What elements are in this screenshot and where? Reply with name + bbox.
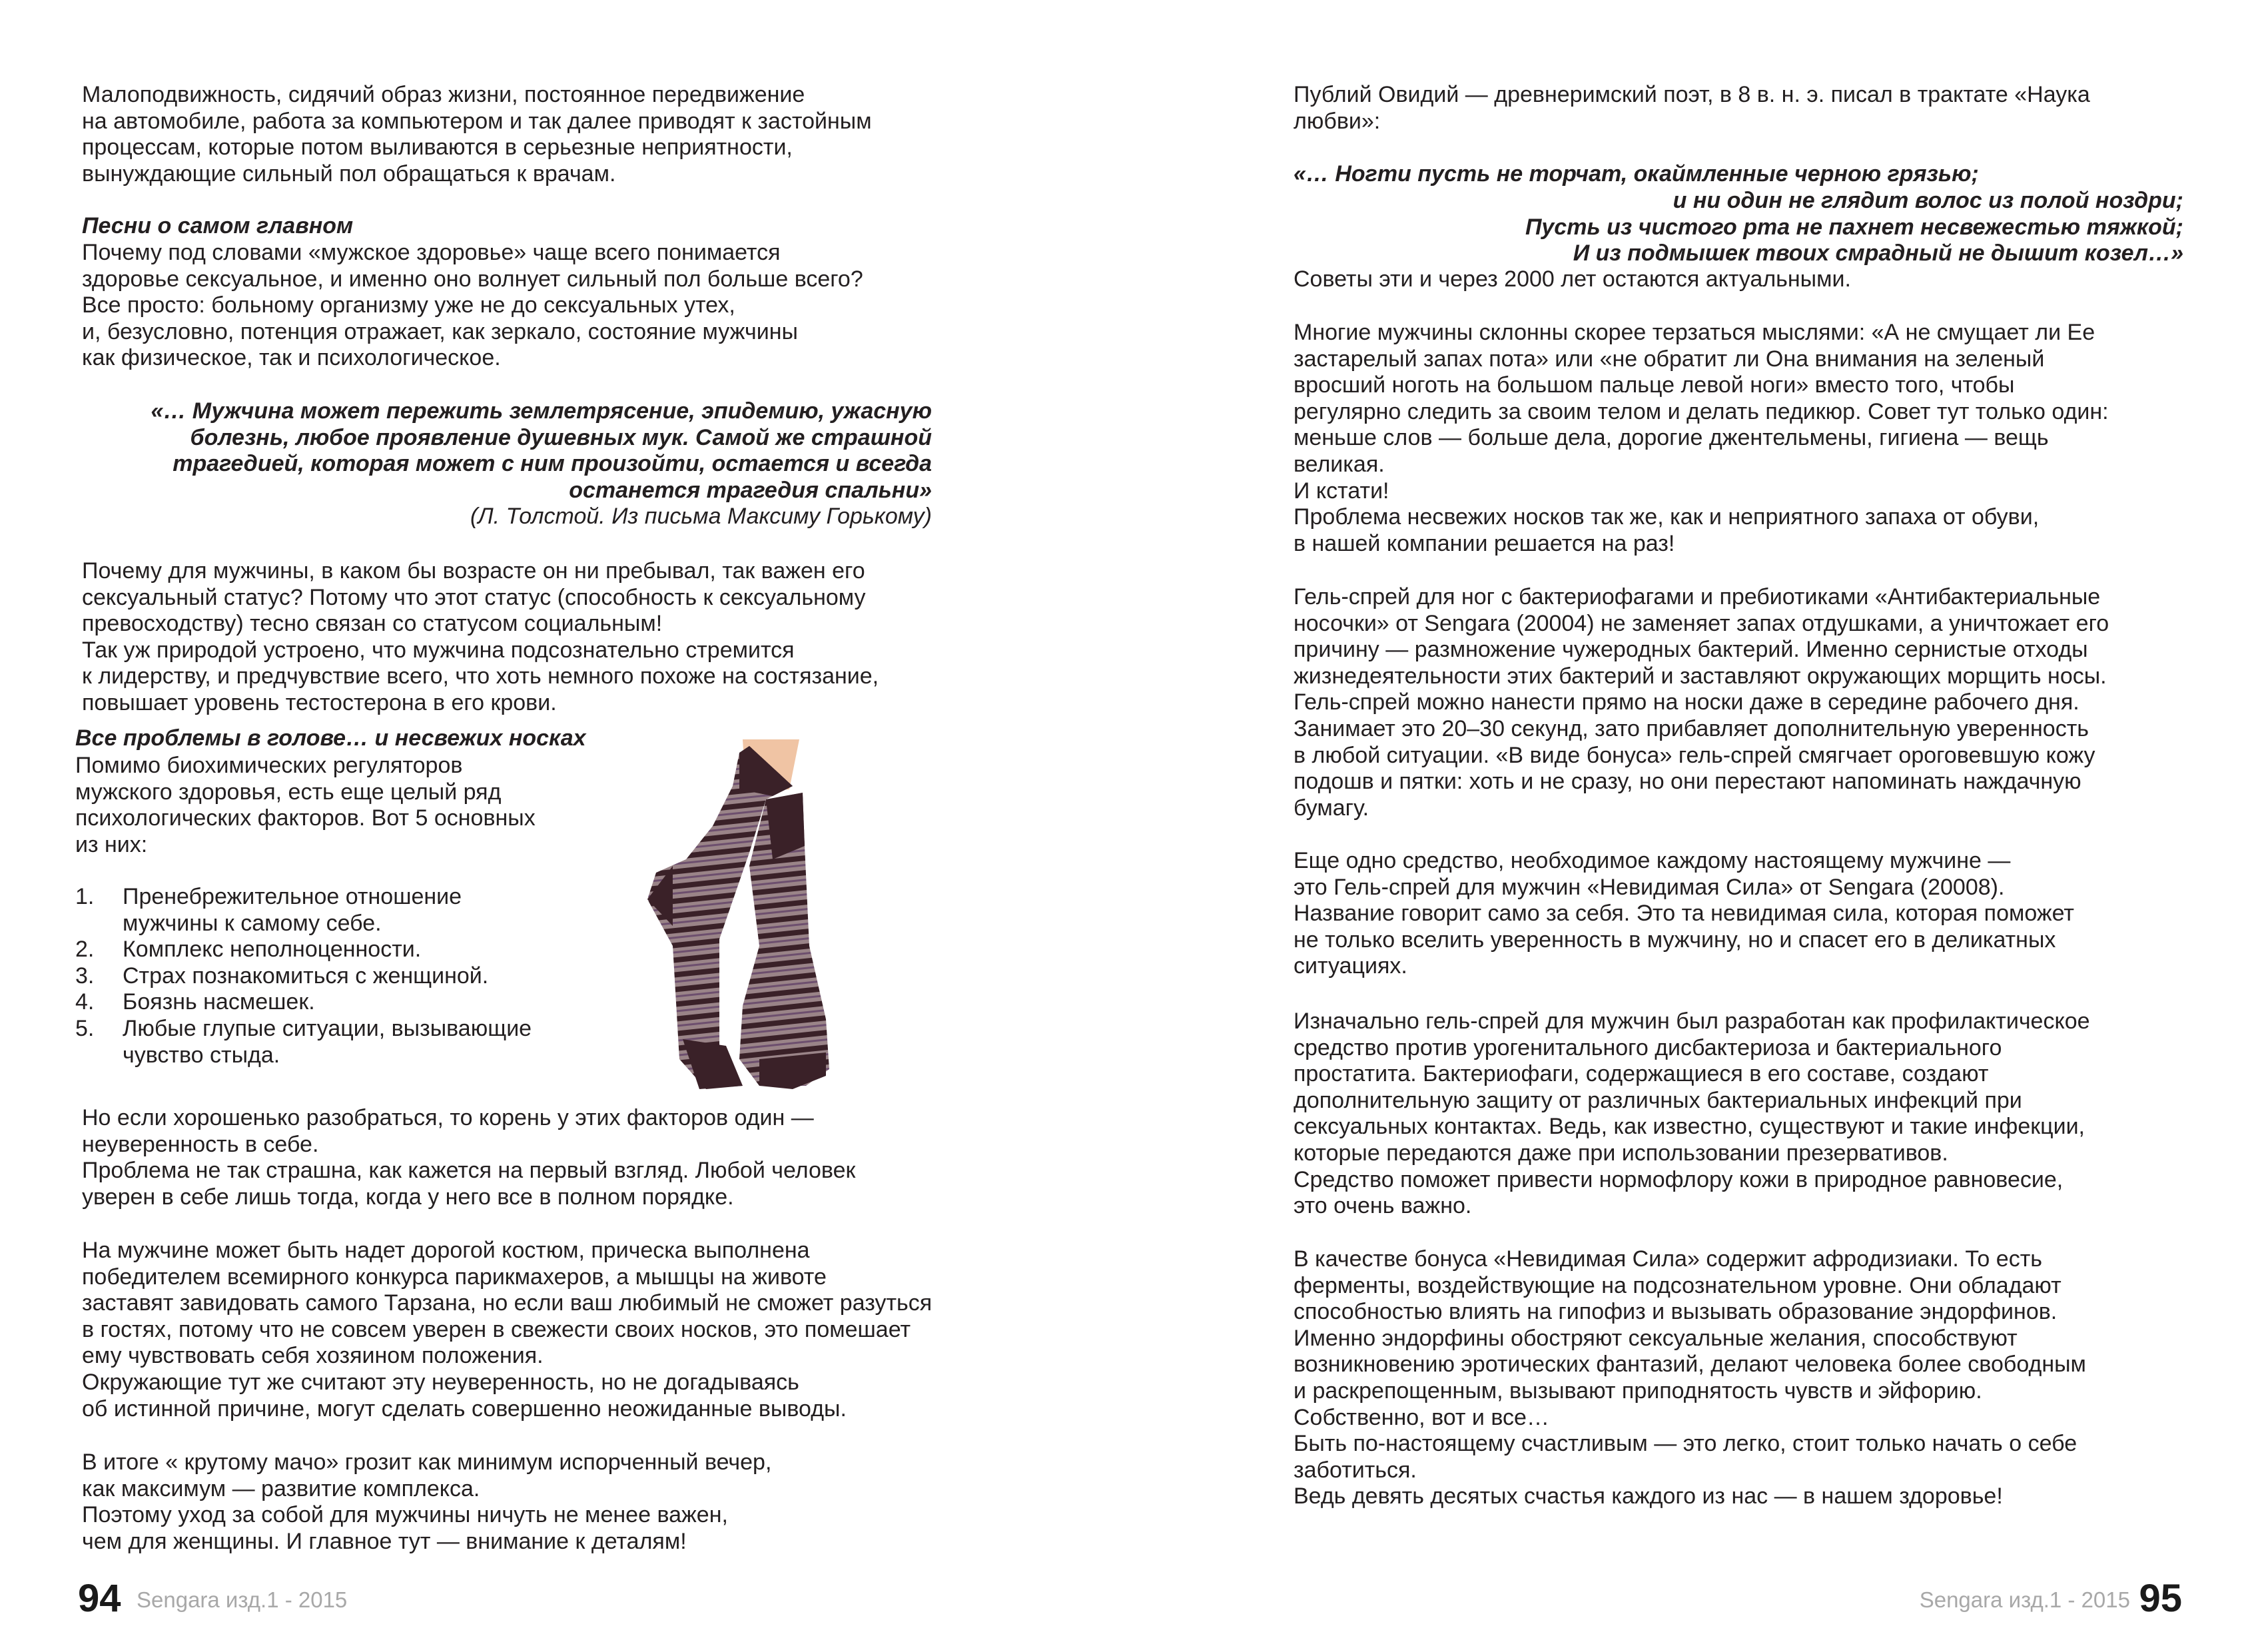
paragraph: В качестве бонуса «Невидимая Сила» содержит афродизиаки. То есть ферменты, воздействующие на подсознательном уровне. Они обладают способностью влиять на гипофиз и вызывать образование эндорфинов. Именно эндорфины обостряют сексуальные желания, способствуют возникновению эротических фантазий, делают человека более свободным и раскрепощенным, вызывают приподнятость чувств и эйфорию. Собственно, вот и все… Быть по-настоящему счастливым — это легко, стоит только начать о себе заботиться. Ведь девять десятых счастья каждого из нас — в нашем здоровье! [1294, 1246, 2086, 1509]
tolstoy-quote: «… Мужчина может пережить землетрясение, эпидемию, ужасную болезнь, любое проявление душевных мук. Самой же страшной трагедией, которая может с ним произойти, остается и всегда останется трагедия спальни» [151, 398, 932, 503]
paragraph: Почему под словами «мужское здоровье» чаще всего понимается здоровье сексуальное, и именно оно волнует сильный пол больше всего? Все просто: больному организму уже не до сексуальных утех, и, безусловно, потенция отражает, как зеркало, состояние мужчины как физическое, так и психологическое. [82, 240, 863, 371]
section-heading: Все проблемы в голове… и несвежих носках [75, 725, 586, 751]
list-number: 5. [75, 1016, 95, 1041]
paragraph: Публий Овидий — древнеримский поэт, в 8 в. н. э. писал в трактате «Наука любви»: [1294, 82, 2090, 134]
page-number: 94 [78, 1577, 121, 1620]
page-number: 95 [2139, 1577, 2182, 1620]
ovid-quote-first-line: «… Ногти пусть не торчат, окаймленные черною грязью; [1294, 161, 1979, 187]
ovid-quote: и ни один не глядит волос из полой ноздри; Пусть из чистого рта не пахнет несвежестью тяжкой; И из подмышек твоих смрадный не дышит козел…» [1525, 188, 2183, 266]
section-heading: Песни о самом главном [82, 213, 354, 238]
paragraph: Многие мужчины склонны скорее терзаться мыслями: «А не смущает ли Ее застарелый запах пота» или «не обратит ли Она внимания на зеленый вросший ноготь на большом пальце левой ноги» вместо того, чтобы регулярно следить за своим телом и делать педикюр. Совет тут только один: меньше слов — больше дела, дорогие джентельмены, гигиена — вещь великая. И кстати! Проблема несвежих носков так же, как и неприятного запаха от обуви, в нашей компании решается на раз! [1294, 320, 2109, 556]
intro-paragraph: Малоподвижность, сидячий образ жизни, постоянное передвижение на автомобиле, работа за компьютером и так далее приводят к застойным процессам, которые потом выливаются в серьезные неприятности, вынуждающие сильный пол обращаться к врачам. [82, 82, 872, 187]
list-item: Пренебрежительное отношение мужчины к самому себе. [123, 884, 462, 936]
quote-attribution: (Л. Толстой. Из письма Максиму Горькому) [470, 504, 932, 529]
list-item: Страх познакомиться с женщиной. [123, 963, 489, 989]
paragraph: Изначально гель-спрей для мужчин был разработан как профилактическое средство против урогенитального дисбактериоза и бактериального простатита. Бактериофаги, содержащиеся в его составе, создают дополнительную защиту от различных бактериальных инфекций при сексуальных контактах. Ведь, как известно, существуют и такие инфекции, которые передаются даже при использовании презервативов. Средство поможет привести нормофлору кожи в природное равновесие, это очень важно. [1294, 1009, 2090, 1219]
footer-edition: Sengara изд.1 - 2015 [1919, 1587, 2130, 1612]
list-item: Любые глупые ситуации, вызывающие чувство стыда. [123, 1016, 532, 1068]
striped-socks-image [633, 726, 846, 1099]
list-number: 1. [75, 884, 95, 909]
paragraph: Советы эти и через 2000 лет остаются актуальными. [1294, 266, 1851, 292]
paragraph: На мужчине может быть надет дорогой костюм, прическа выполнена победителем всемирного конкурса парикмахеров, а мышцы на животе заставят завидовать самого Тарзана, но если ваш любимый не сможет разуться в гостях, потому что не совсем уверен в свежести своих носков, это помешает ему чувствовать себя хозяином положения. Окружающие тут же считают эту неуверенность, но не догадываясь об истинной причине, могут сделать совершенно неожиданные выводы. [82, 1238, 933, 1422]
paragraph: Помимо биохимических регуляторов мужского здоровья, есть еще целый ряд психологических факторов. Вот 5 основных из них: [75, 753, 536, 857]
paragraph: Почему для мужчины, в каком бы возрасте он ни пребывал, так важен его сексуальный статус? Потому что этот статус (способность к сексуальному превосходству) тесно связан со статусом социальным! Так уж природой устроено, что мужчина подсознательно стремится к лидерству, и предчувствие всего, что хоть немного похоже на состязание, повышает уровень тестостерона в его крови. [82, 558, 879, 715]
list-item: Комплекс неполноценности. [123, 937, 422, 962]
paragraph: Но если хорошенько разобраться, то корень у этих факторов один — неуверенность в себе. Проблема не так страшна, как кажется на первый взгляд. Любой человек уверен в себе лишь тогда, когда у него все в полном порядке. [82, 1105, 856, 1210]
paragraph: Гель-спрей для ног с бактериофагами и пребиотиками «Антибактериальные носочки» от Sengara (20004) не заменяет запах отдушками, а уничтожает его причину — размножение чужеродных бактерий. Именно сернистые отходы жизнедеятельности этих бактерий и заставляют окружающих морщить носы. Гель-спрей можно нанести прямо на носки даже в середине рабочего дня. Занимает это 20–30 секунд, зато прибавляет дополнительную уверенность в любой ситуации. «В виде бонуса» гель-спрей смягчает ороговевшую кожу подошв и пятки: хоть и не сразу, но они перестают напоминать наждачную бумагу. [1294, 584, 2109, 821]
list-number: 2. [75, 937, 95, 962]
list-number: 3. [75, 963, 95, 989]
footer-edition: Sengara изд.1 - 2015 [137, 1587, 348, 1612]
paragraph: В итоге « крутому мачо» грозит как минимум испорченный вечер, как максимум — развитие комплекса. Поэтому уход за собой для мужчины ничуть не менее важен, чем для женщины. И главное тут — внимание к деталям! [82, 1449, 772, 1554]
list-number: 4. [75, 989, 95, 1015]
list-item: Боязнь насмешек. [123, 989, 315, 1015]
paragraph: Еще одно средство, необходимое каждому настоящему мужчине — это Гель-спрей для мужчин «Невидимая Сила» от Sengara (20008). Название говорит само за себя. Это та невидимая сила, которая поможет не только вселить уверенность в мужчину, но и спасет его в деликатных ситуациях. [1294, 848, 2074, 979]
